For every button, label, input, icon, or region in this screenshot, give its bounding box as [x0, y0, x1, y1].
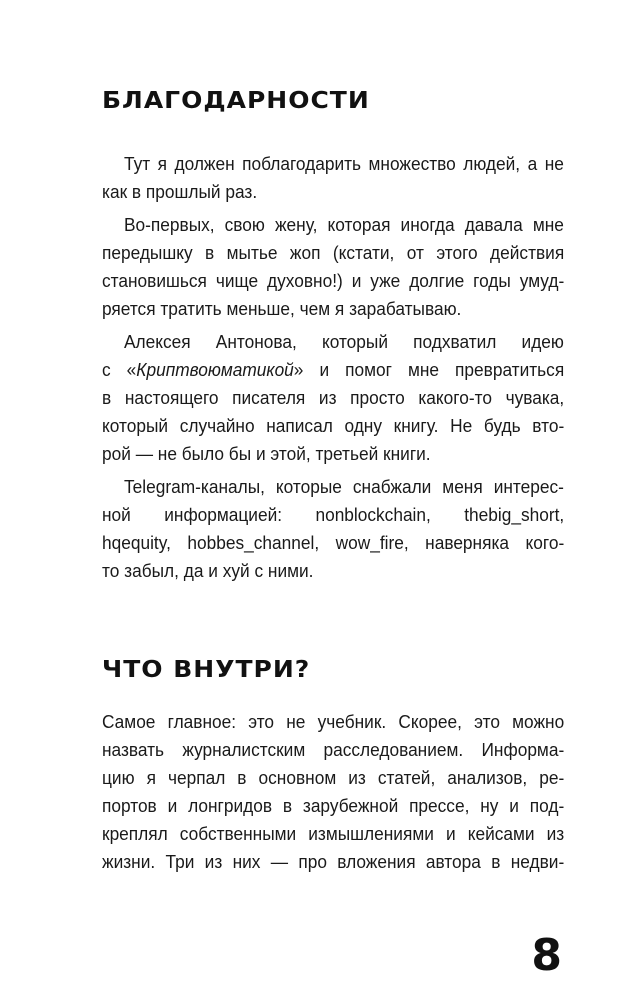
text-segment: с « — [102, 359, 137, 380]
paragraph-line: портов и лонгридов в зарубежной прессе, ну и под- — [102, 795, 565, 816]
italic-book-title: Криптвоюматикой — [136, 359, 294, 380]
paragraph-line: цию я черпал в основном из статей, анализов, ре- — [102, 767, 565, 788]
paragraph-line: становишься чище духовно!) и уже долгие годы умуд- — [102, 270, 565, 291]
paragraph-line: креплял собственными измышлениями и кейсами из — [102, 823, 565, 844]
paragraph-line: ной информацией: nonblockchain, thebig_short, — [102, 504, 565, 525]
paragraph-line: который случайно написал одну книгу. Не будь вто- — [102, 415, 565, 436]
paragraph-line: в настоящего писателя из просто какого-то чувака, — [102, 387, 565, 408]
paragraph-line: Тут я должен поблагодарить множество людей, а не — [124, 153, 564, 174]
paragraph-line: hqequity, hobbes_channel, wow_fire, наверняка кого- — [102, 532, 565, 553]
page-number: 8 — [531, 930, 562, 981]
section-heading-acknowledgements: БЛАГОДАРНОСТИ — [102, 87, 370, 114]
paragraph-line: Самое главное: это не учебник. Скорее, это можно — [102, 711, 565, 732]
paragraph-line: ряется тратить меньше, чем я зарабатываю. — [102, 298, 462, 319]
paragraph-line: то забыл, да и хуй с ними. — [102, 560, 314, 581]
text-segment: » и помог мне превратиться — [293, 359, 565, 380]
paragraph-line-with-italic — [102, 359, 564, 381]
paragraph-line: Алексея Антонова, который подхватил идею — [124, 331, 564, 352]
paragraph-line: жизни. Три из них — про вложения автора в недви- — [102, 851, 565, 872]
paragraph-line: Telegram-каналы, которые снабжали меня интерес- — [124, 476, 564, 497]
section-heading-whats-inside: ЧТО ВНУТРИ? — [102, 656, 311, 683]
paragraph-line: рой — не было бы и этой, третьей книги. — [102, 443, 431, 464]
paragraph-line: как в прошлый раз. — [102, 181, 258, 202]
paragraph-line: передышку в мытье жоп (кстати, от этого действия — [102, 242, 565, 263]
paragraph-line: назвать журналистским расследованием. Информа- — [102, 739, 565, 760]
paragraph-line: Во-первых, свою жену, которая иногда давала мне — [124, 214, 564, 235]
